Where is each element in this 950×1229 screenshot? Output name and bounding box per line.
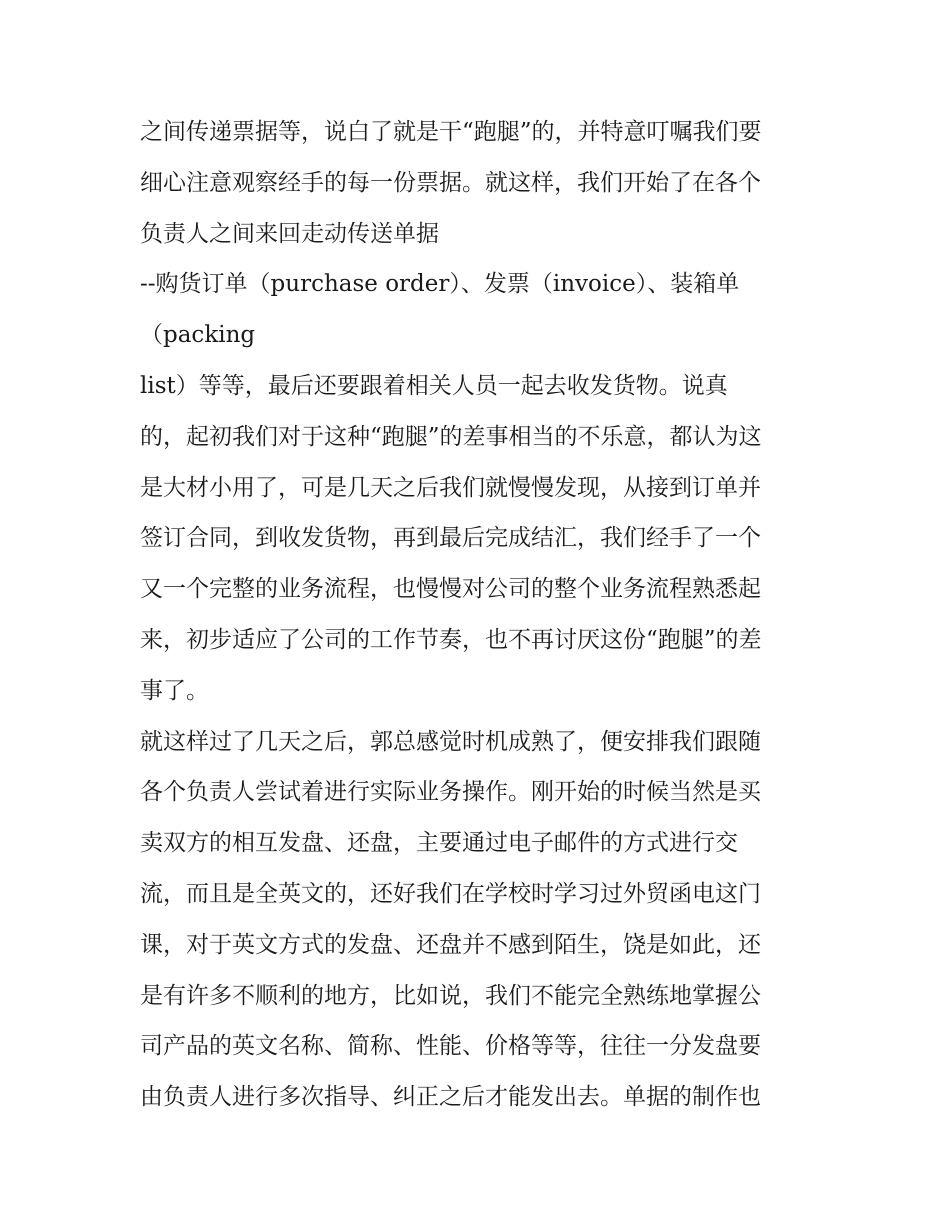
text-line: list）等等，最后还要跟着相关人员一起去收发货物。说真 (140, 372, 728, 399)
text-line: 来，初步适应了公司的工作节奏，也不再讨厌这份“跑腿”的差 (140, 626, 762, 653)
text-line: 卖双方的相互发盘、还盘，主要通过电子邮件的方式进行交 (140, 830, 738, 857)
text-line: 流，而且是全英文的，还好我们在学校时学习过外贸函电这门 (140, 880, 761, 907)
text-line: 的，起初我们对于这种“跑腿”的差事相当的不乐意，都认为这 (140, 423, 762, 450)
text-line: 是有许多不顺利的地方，比如说，我们不能完全熟练地掌握公 (140, 982, 761, 1009)
text-line: 课，对于英文方式的发盘、还盘并不感到陌生，饶是如此，还 (140, 931, 761, 958)
text-line: 签订合同，到收发货物，再到最后完成结汇，我们经手了一个 (140, 525, 761, 552)
text-line: 之间传递票据等，说白了就是干“跑腿”的，并特意叮嘱我们要 (140, 119, 762, 145)
text-line: 事了。 (140, 677, 209, 704)
text-line: 细心注意观察经手的每一份票据。就这样，我们开始了在各个 (140, 169, 761, 196)
text-line: 负责人之间来回走动传送单据 (140, 220, 439, 247)
text-line: --购货订单（purchase order）、发票（invoice）、装箱单 (140, 271, 740, 298)
text-line: 由负责人进行多次指导、纠正之后才能发出去。单据的制作也 (140, 1084, 761, 1111)
body-text (140, 107, 820, 1123)
text-line: 又一个完整的业务流程，也慢慢对公司的整个业务流程熟悉起 (140, 576, 761, 603)
text-line: （packing (140, 322, 256, 349)
text-line: 是大材小用了，可是几天之后我们就慢慢发现，从接到订单并 (140, 474, 761, 501)
text-line: 就这样过了几天之后，郭总感觉时机成熟了，便安排我们跟随 (140, 728, 761, 755)
text-line: 司产品的英文名称、简称、性能、价格等等，往往一分发盘要 (140, 1033, 761, 1060)
text-line: 各个负责人尝试着进行实际业务操作。刚开始的时候当然是买 (140, 779, 761, 806)
